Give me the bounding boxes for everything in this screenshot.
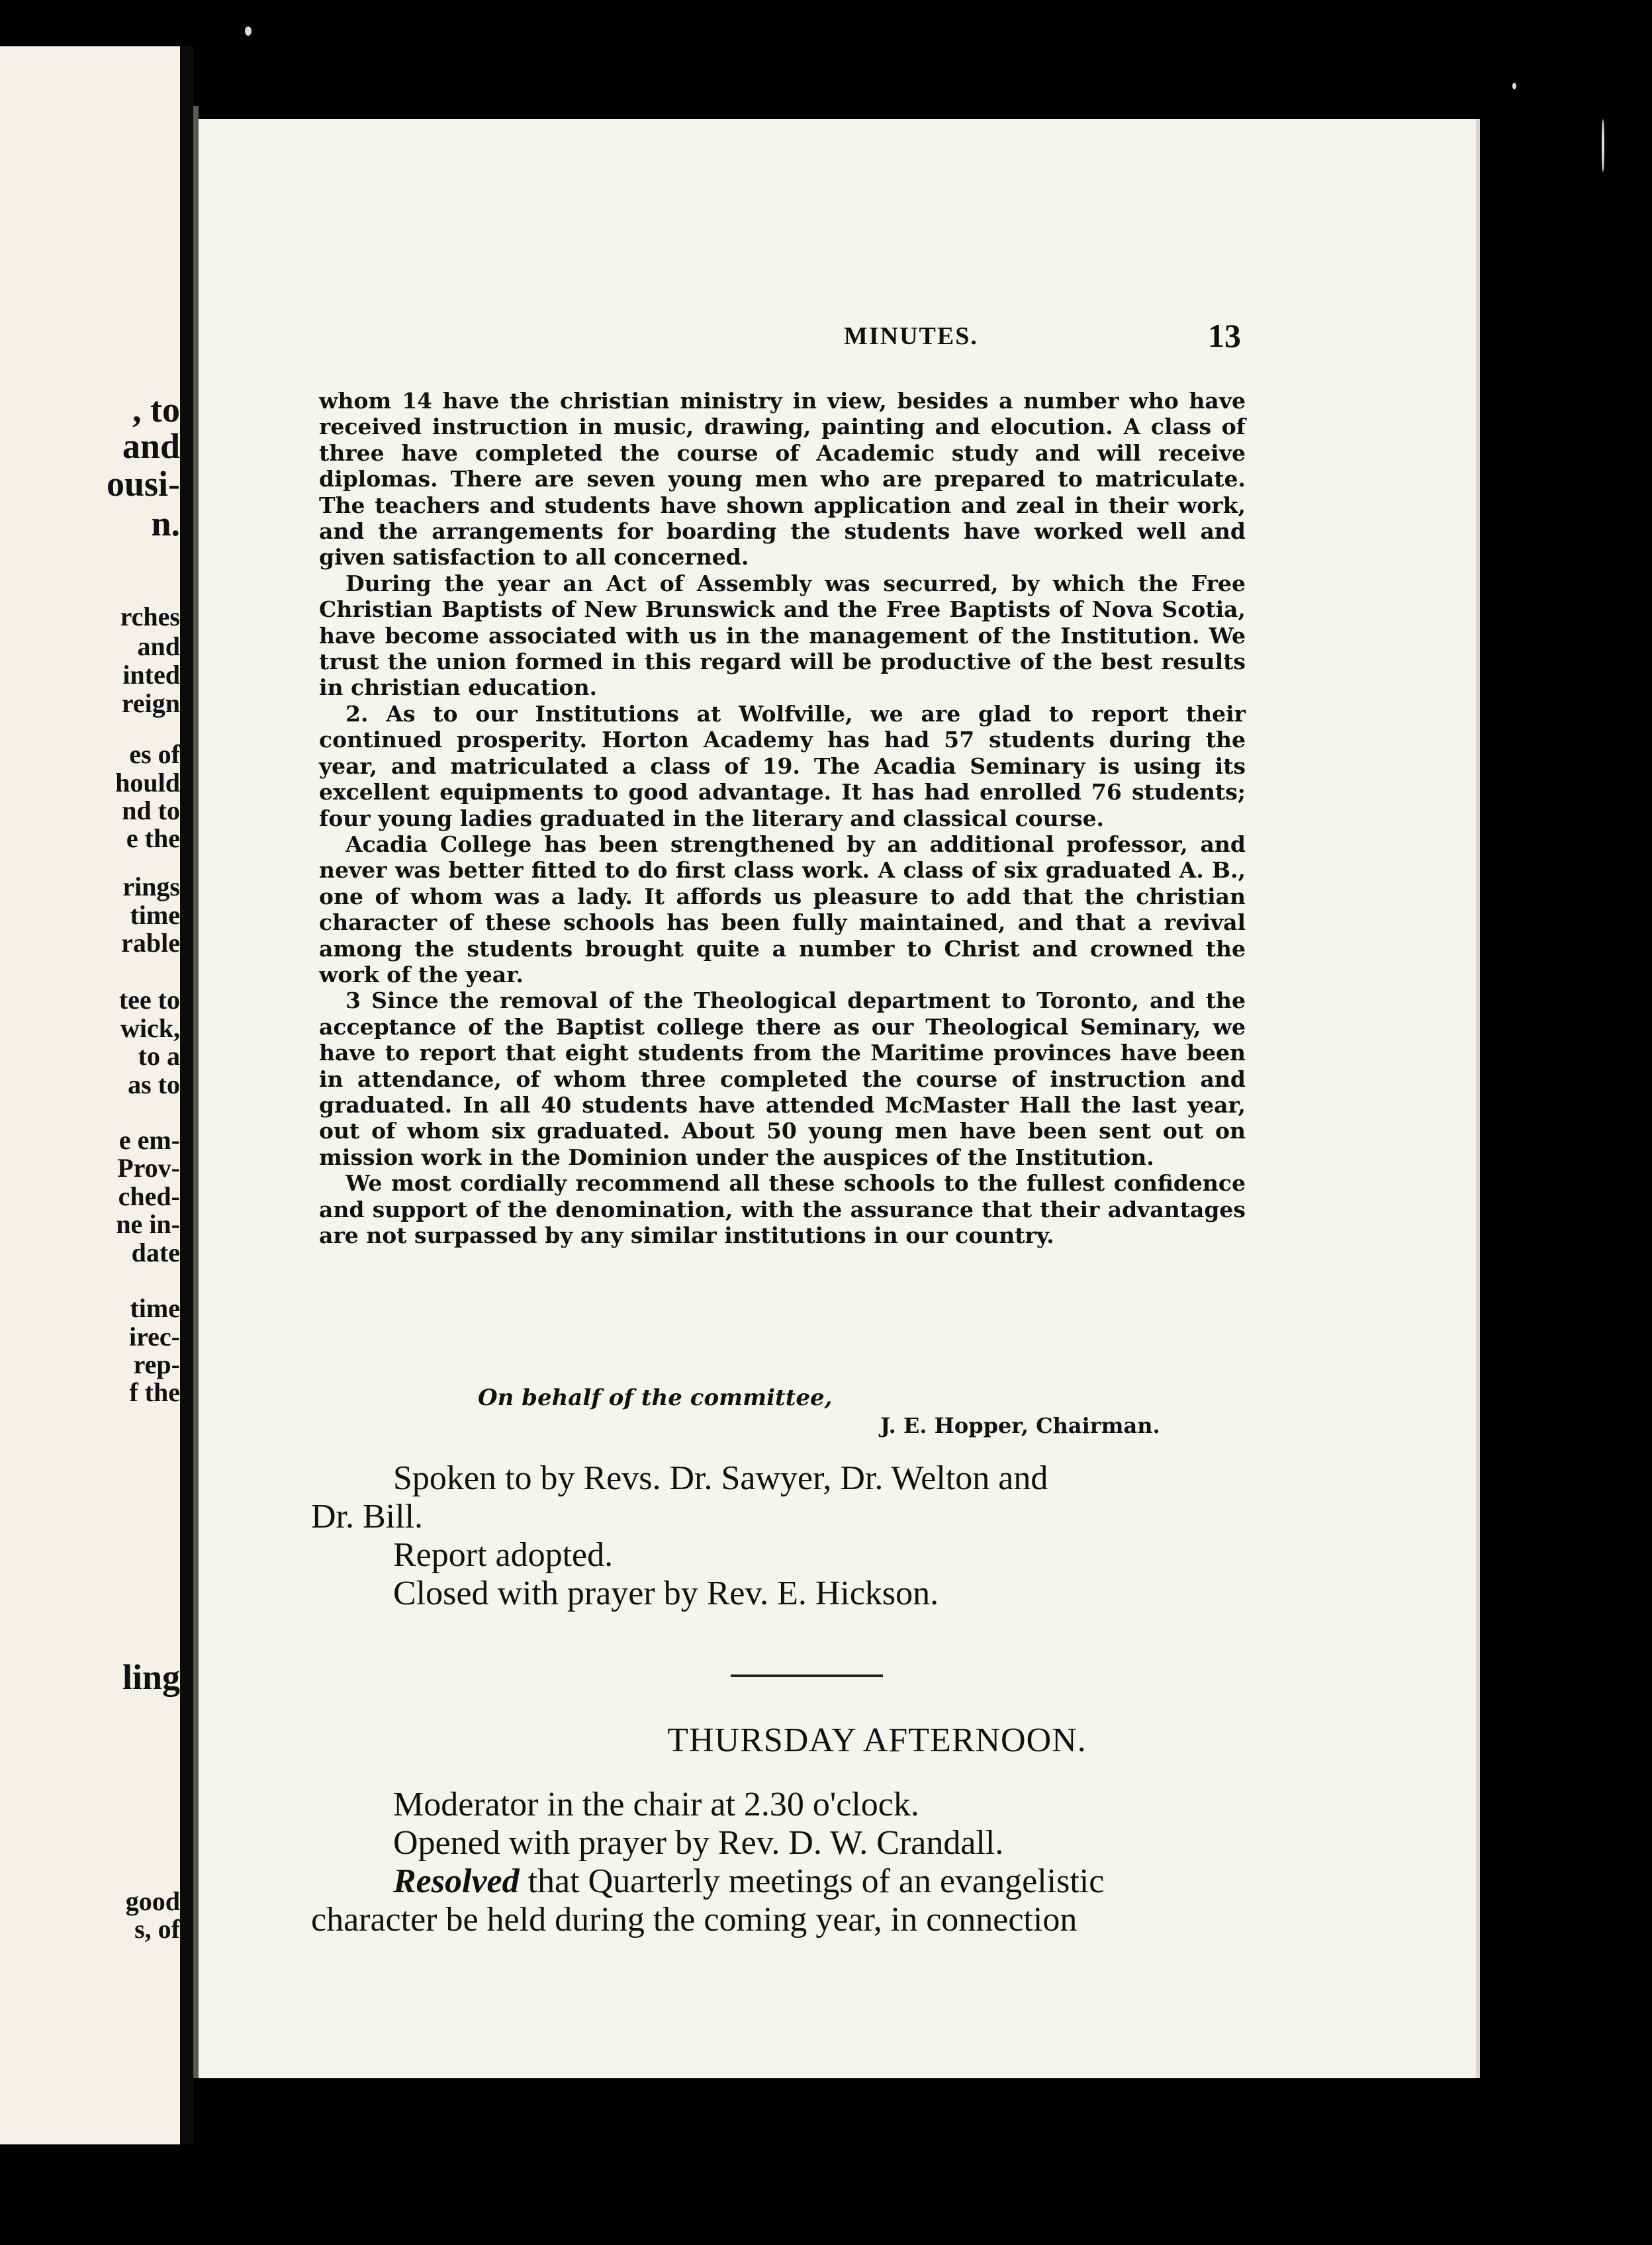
report-paragraph: 2. As to our Institutions at Wolfville, we are glad to report their continued prosperity. Horton Academy has had 57 students during the year, and matriculated a class of 19. The Acadia Seminary is using its excellent equipments to good advantage. It has had enrolled 76 students; four young ladies graduated in the literary and classical course. [319, 700, 1246, 831]
dust-speck [1602, 119, 1604, 172]
on-behalf-line: On behalf of the committee, [478, 1385, 833, 1411]
left-fragment-text: rable [121, 928, 180, 958]
left-fragment-text: time [130, 900, 180, 930]
committee-report [319, 388, 1246, 1248]
resolution-line [311, 1862, 1251, 1901]
resolution-line-2: character be held during the coming year, in connection [311, 1901, 1078, 1939]
report-paragraph: whom 14 have the christian ministry in view, besides a number who have received instruction in music, drawing, painting and elocution. A class of three have completed the course of Academic study and will receive diplomas. There are seven young men who are prepared to matriculate. The teachers and students have shown application and zeal in their work, and the arrangements for boarding the students have worked well and given satisfaction to all concerned. [319, 388, 1246, 571]
left-fragment-text: date [131, 1238, 180, 1267]
left-fragment-text: to a [138, 1041, 180, 1071]
report-paragraph: We most cordially recommend all these schools to the fullest confidence and support of the denomination, with the assurance that their advantages are not surpassed by any similar institutions in our country. [319, 1170, 1246, 1248]
page-number: 13 [1208, 317, 1241, 354]
left-fragment-text: tee to [118, 985, 180, 1015]
section-divider [731, 1674, 883, 1677]
left-fragment-text: f the [129, 1377, 180, 1407]
left-fragment-text: s, of [134, 1914, 180, 1944]
left-fragment-text: time [130, 1293, 180, 1323]
moderator-line: Moderator in the chair at 2.30 o'clock. [393, 1786, 919, 1823]
left-fragment-text: ne in- [116, 1209, 180, 1239]
left-fragment-text: rings [122, 872, 180, 901]
proceedings [311, 1459, 1251, 1613]
resolution-text: that Quarterly meetings of an evangelistic [519, 1862, 1105, 1900]
left-fragment-text: e em- [118, 1125, 180, 1155]
resolved-word: Resolved [393, 1862, 520, 1900]
left-fragment-text: good [125, 1886, 180, 1916]
spoken-to-line: Spoken to by Revs. Dr. Sawyer, Dr. Welton and [393, 1459, 1048, 1497]
left-fragment-text: ched- [118, 1181, 180, 1211]
left-fragment-text: irec- [129, 1322, 180, 1352]
left-fragment-text: ling [122, 1657, 180, 1697]
left-fragment-text: and [122, 426, 180, 466]
left-fragment-text: as to [128, 1070, 180, 1099]
closing-prayer: Closed with prayer by Rev. E. Hickson. [393, 1575, 939, 1612]
page-edge-shadow [193, 106, 199, 2078]
opening-prayer: Opened with prayer by Rev. D. W. Crandall. [393, 1824, 1004, 1862]
left-fragment-text: reign [121, 688, 180, 718]
report-adopted: Report adopted. [393, 1536, 614, 1574]
afternoon-session [311, 1786, 1251, 1939]
section-heading: THURSDAY AFTERNOON. [667, 1721, 1087, 1759]
chairman-signature: J. E. Hopper, Chairman. [880, 1413, 1160, 1438]
running-header [199, 317, 1476, 361]
left-fragment-text: , to [132, 390, 180, 430]
dust-speck [245, 26, 252, 36]
left-fragment-text: Prov- [117, 1153, 180, 1183]
running-title: MINUTES. [844, 322, 978, 350]
left-fragment-text: e the [126, 823, 180, 853]
report-paragraph: 3 Since the removal of the Theological department to Toronto, and the acceptance of the Baptist college there as our Theological Seminary, we have to report that eight students from the Maritime provinces have been in attendance, of whom three completed the course of instruction and graduated. In all 40 students have attended McMaster Hall the last year, out of whom six graduated. About 50 young men have been sent out on mission work in the Dominion under the auspices of the Institution. [319, 987, 1246, 1170]
left-fragment-text: es of [129, 739, 180, 769]
left-fragment-text: ousi- [106, 464, 180, 504]
left-fragment-text: rep- [133, 1350, 180, 1379]
left-fragment-text: inted [122, 660, 180, 690]
left-fragment-text: rches [120, 602, 180, 631]
report-paragraph: Acadia College has been strengthened by an additional professor, and never was better fitted to do first class work. A class of six graduated A. B., one of whom was a lady. It affords us pleasure to add that the christian character of these schools has been fully maintained, and that a revival among the students brought quite a number to Christ and crowned the work of the year. [319, 831, 1246, 987]
dust-speck [1512, 83, 1516, 89]
book-gutter [180, 46, 193, 2144]
left-fragment-text: wick, [120, 1013, 180, 1043]
left-fragment-text: and [137, 631, 180, 661]
left-fragment-text: hould [115, 768, 180, 798]
left-fragment-text: n. [151, 504, 180, 543]
report-paragraph: During the year an Act of Assembly was securred, by which the Free Christian Baptists of New Brunswick and the Free Baptists of Nova Scotia, have become associated with us in the management of the Institution. We trust the union formed in this regard will be productive of the best results in christian education. [319, 570, 1246, 701]
spoken-to-line-2: Dr. Bill. [311, 1498, 424, 1535]
left-fragment-text: nd to [122, 796, 180, 825]
